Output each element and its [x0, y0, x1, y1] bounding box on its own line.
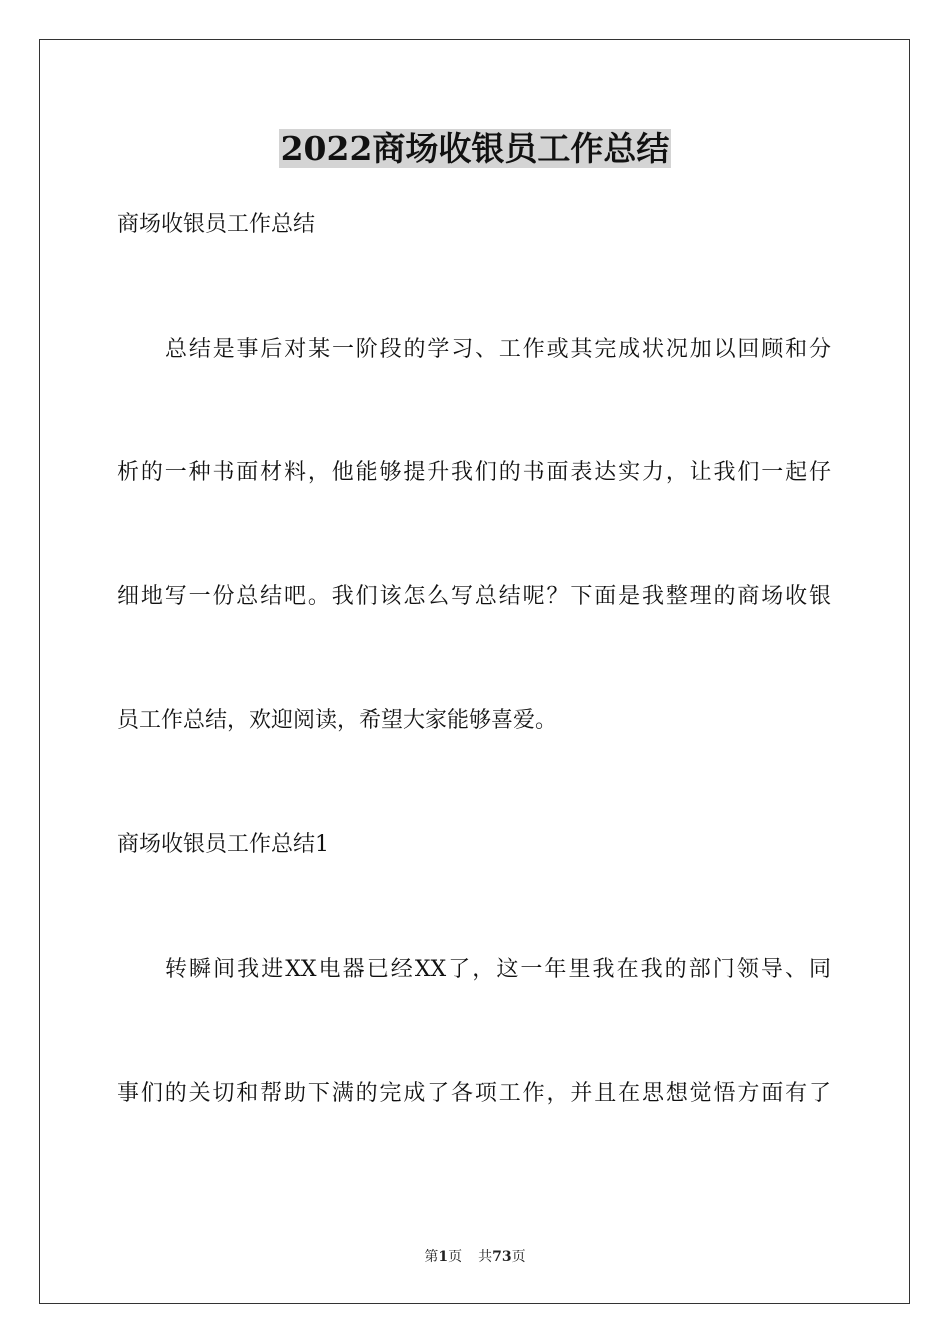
section-heading: 商场收银员工作总结1 — [117, 832, 329, 857]
footer-page-number: 1 — [438, 1249, 449, 1265]
document-title-text: 2022商场收银员工作总结 — [280, 129, 670, 168]
footer-total-suffix: 页 — [511, 1249, 526, 1265]
footer-total-prefix: 共 — [478, 1249, 493, 1265]
document-heading: 商场收银员工作总结 — [117, 212, 316, 237]
paragraph-line: 析的一种书面材料，他能够提升我们的书面表达实力，让我们一起仔 — [117, 460, 831, 485]
footer-total-pages: 73 — [492, 1249, 512, 1265]
paragraph-line: 总结是事后对某一阶段的学习、工作或其完成状况加以回顾和分 — [165, 337, 831, 362]
footer-page-prefix: 第 — [424, 1249, 439, 1265]
document-title — [0, 124, 950, 174]
paragraph-line: 员工作总结，欢迎阅读，希望大家能够喜爱。 — [117, 708, 558, 733]
footer-page-suffix: 页 — [448, 1249, 463, 1265]
paragraph-line: 转瞬间我进XX电器已经XX了，这一年里我在我的部门领导、同 — [165, 957, 831, 982]
page-footer — [0, 1247, 950, 1267]
paragraph-line: 细地写一份总结吧。我们该怎么写总结呢？下面是我整理的商场收银 — [117, 584, 831, 609]
paragraph-line: 事们的关切和帮助下满的完成了各项工作，并且在思想觉悟方面有了 — [117, 1081, 831, 1106]
